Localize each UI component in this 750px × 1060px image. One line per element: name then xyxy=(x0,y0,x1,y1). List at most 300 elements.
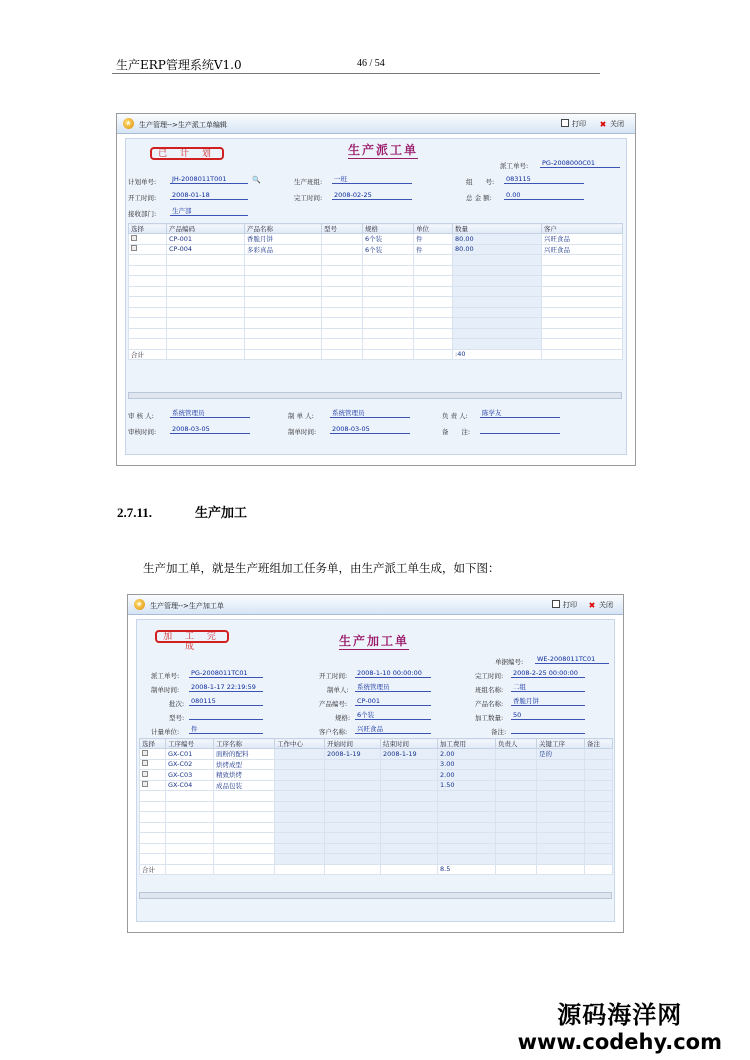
page-header xyxy=(112,54,600,74)
table-cell: 6个装 xyxy=(363,244,414,255)
table-cell: 2.00 xyxy=(438,749,496,760)
table-cell xyxy=(438,833,496,844)
column-header[interactable]: 客户 xyxy=(542,224,623,234)
table-row[interactable] xyxy=(140,749,613,760)
table-cell xyxy=(438,822,496,833)
table-cell xyxy=(537,854,585,865)
qty-field[interactable]: 50 xyxy=(511,711,585,720)
table-cell xyxy=(537,833,585,844)
table-cell xyxy=(381,854,438,865)
column-header[interactable]: 备注 xyxy=(585,739,613,749)
product-name-label: 产品名称: xyxy=(475,700,504,708)
table-cell xyxy=(496,780,537,791)
table-cell xyxy=(496,759,537,770)
table-cell xyxy=(129,286,167,297)
table-cell xyxy=(381,812,438,823)
table-cell xyxy=(438,854,496,865)
table-header-row xyxy=(140,739,613,749)
table-cell xyxy=(453,286,542,297)
table-cell xyxy=(496,791,537,802)
table-cell xyxy=(496,843,537,854)
table-cell xyxy=(129,276,167,287)
table-cell xyxy=(214,822,275,833)
customer-field[interactable]: 兴旺食品 xyxy=(355,725,431,734)
plan-no-field[interactable]: JH-2008011T001 xyxy=(170,175,248,184)
table-cell xyxy=(363,328,414,339)
total-cell xyxy=(167,349,245,360)
table-cell xyxy=(245,286,322,297)
table-cell xyxy=(167,276,245,287)
table-cell xyxy=(381,833,438,844)
table-cell xyxy=(438,843,496,854)
table-cell xyxy=(129,328,167,339)
table-cell xyxy=(325,801,381,812)
table-cell: 件 xyxy=(414,244,453,255)
total-cell xyxy=(542,349,623,360)
table-cell xyxy=(322,234,363,245)
table-cell xyxy=(245,307,322,318)
table-cell xyxy=(322,328,363,339)
row-checkbox[interactable] xyxy=(140,780,166,791)
table-cell xyxy=(325,780,381,791)
page-number: 46 / 54 xyxy=(357,58,385,69)
column-header[interactable]: 规格 xyxy=(363,224,414,234)
table-cell xyxy=(414,276,453,287)
window-titlebar xyxy=(117,114,635,134)
table-cell xyxy=(325,791,381,802)
empty-row xyxy=(129,318,623,329)
empty-row xyxy=(140,822,613,833)
table-cell xyxy=(167,318,245,329)
section-number: 2.7.11. xyxy=(117,505,153,520)
table-cell xyxy=(537,759,585,770)
table-cell: 是的 xyxy=(537,749,585,760)
table-cell: 2.00 xyxy=(438,770,496,781)
dispatch-no-label: 派工单号: xyxy=(500,162,529,170)
remark-field[interactable] xyxy=(511,725,585,734)
table-cell xyxy=(585,822,613,833)
module-icon: ★ xyxy=(123,118,134,129)
table-cell xyxy=(322,244,363,255)
column-header[interactable]: 工作中心 xyxy=(275,739,325,749)
table-cell xyxy=(129,307,167,318)
table-cell xyxy=(166,833,214,844)
table-cell xyxy=(585,780,613,791)
product-name-field[interactable]: 香脆月饼 xyxy=(511,697,585,706)
empty-row xyxy=(140,791,613,802)
empty-row xyxy=(140,854,613,865)
table-cell xyxy=(322,276,363,287)
horizontal-scrollbar[interactable] xyxy=(128,392,622,399)
finish-time-label: 完工时间: xyxy=(294,194,323,202)
table-cell: 兴旺食品 xyxy=(542,244,623,255)
total-row xyxy=(129,349,623,360)
form-title: 生产派工单 xyxy=(348,143,419,157)
table-cell xyxy=(414,307,453,318)
total-cell xyxy=(166,864,214,875)
total-cell xyxy=(363,349,414,360)
table-row[interactable] xyxy=(129,244,623,255)
dispatch-no-label: 派工单号: xyxy=(151,672,180,680)
status-stamp: 加 工 完 成 xyxy=(155,630,229,643)
table-cell xyxy=(214,801,275,812)
table-cell xyxy=(275,759,325,770)
bill-no-field[interactable]: WE-2008011TC01 xyxy=(535,655,609,664)
table-cell xyxy=(542,265,623,276)
table-cell: 1.50 xyxy=(438,780,496,791)
table-cell: GX-C03 xyxy=(166,770,214,781)
table-cell xyxy=(140,833,166,844)
finish-time-field[interactable]: 2008-2-25 00:00:00 xyxy=(511,669,585,678)
batch-field[interactable]: 080115 xyxy=(189,697,263,706)
table-cell xyxy=(245,328,322,339)
table-cell xyxy=(414,318,453,329)
close-button[interactable]: ✖ 关闭 xyxy=(588,601,613,610)
column-header[interactable]: 产品编码 xyxy=(167,224,245,234)
total-cell xyxy=(214,864,275,875)
watermark-url: www.codehy.com xyxy=(517,1030,722,1054)
table-cell xyxy=(496,822,537,833)
table-cell xyxy=(129,318,167,329)
column-header[interactable]: 数量 xyxy=(453,224,542,234)
table-cell: 3.00 xyxy=(438,759,496,770)
table-cell: 件 xyxy=(414,234,453,245)
table-cell xyxy=(414,339,453,350)
table-cell xyxy=(453,265,542,276)
breadcrumb: 生产管理-->生产派工单编辑 xyxy=(139,121,227,129)
table-cell xyxy=(325,854,381,865)
row-checkbox[interactable] xyxy=(140,759,166,770)
table-cell xyxy=(129,255,167,266)
table-cell xyxy=(363,265,414,276)
horizontal-scrollbar[interactable] xyxy=(139,892,612,899)
remark-label: 备 注: xyxy=(442,428,471,436)
maker-field[interactable]: 系统管理员 xyxy=(355,683,431,692)
table-cell xyxy=(363,276,414,287)
make-time-label: 制单时间: xyxy=(151,686,180,694)
column-header[interactable]: 负责人 xyxy=(496,739,537,749)
table-cell xyxy=(325,822,381,833)
form-area xyxy=(136,619,615,922)
table-cell xyxy=(537,780,585,791)
table-cell xyxy=(537,791,585,802)
table-cell xyxy=(275,749,325,760)
start-time-field[interactable]: 2008-1-10 00:00:00 xyxy=(355,669,431,678)
table-cell xyxy=(453,255,542,266)
table-cell xyxy=(537,770,585,781)
table-cell xyxy=(275,812,325,823)
table-cell xyxy=(214,843,275,854)
maker-field[interactable]: 系统管理员 xyxy=(330,409,410,418)
finish-time-field[interactable]: 2008-02-25 xyxy=(332,191,412,200)
remark-label: 备注: xyxy=(491,728,507,736)
table-cell xyxy=(414,286,453,297)
table-cell xyxy=(325,759,381,770)
team-field[interactable]: 二组 xyxy=(511,683,585,692)
table-cell xyxy=(453,318,542,329)
table-cell xyxy=(245,276,322,287)
unit-label: 计量单位: xyxy=(151,728,180,736)
table-cell xyxy=(166,791,214,802)
table-cell xyxy=(325,843,381,854)
total-cell xyxy=(322,349,363,360)
maker-label: 制 单 人: xyxy=(288,412,314,420)
table-cell xyxy=(166,854,214,865)
table-cell xyxy=(585,749,613,760)
table-cell xyxy=(381,822,438,833)
table-header-row xyxy=(129,224,623,234)
spec-label: 规格: xyxy=(335,714,351,722)
close-button[interactable]: ✖ 关闭 xyxy=(599,120,624,129)
table-cell xyxy=(275,791,325,802)
table-cell xyxy=(585,812,613,823)
column-header[interactable]: 关键工序 xyxy=(537,739,585,749)
dept-label: 接收部门: xyxy=(128,210,157,218)
table-cell xyxy=(542,255,623,266)
amount-field[interactable]: 0.00 xyxy=(504,191,584,200)
unit-field[interactable]: 件 xyxy=(189,725,263,734)
table-cell xyxy=(542,286,623,297)
start-time-label: 开工时间: xyxy=(128,194,157,202)
table-cell xyxy=(363,255,414,266)
table-cell xyxy=(585,770,613,781)
make-time-label: 制单时间: xyxy=(288,428,317,436)
table-cell xyxy=(275,780,325,791)
table-cell xyxy=(275,822,325,833)
total-cell xyxy=(245,349,322,360)
table-cell xyxy=(585,854,613,865)
window-titlebar xyxy=(128,595,623,615)
total-label: 合计 xyxy=(140,864,166,875)
table-cell xyxy=(275,843,325,854)
customer-label: 客户名称: xyxy=(319,728,348,736)
dispatch-no-field[interactable]: PG-2008000C01 xyxy=(540,159,620,168)
table-cell xyxy=(166,812,214,823)
table-cell xyxy=(363,297,414,308)
total-cell xyxy=(325,864,381,875)
table-cell xyxy=(542,297,623,308)
table-cell xyxy=(496,749,537,760)
document-title: 生产ERP管理系统V1.0 xyxy=(116,58,242,72)
make-time-field[interactable]: 2008-1-17 22:19:59 xyxy=(189,683,263,692)
table-cell xyxy=(245,297,322,308)
table-row[interactable] xyxy=(140,759,613,770)
table-cell xyxy=(414,265,453,276)
table-cell xyxy=(140,822,166,833)
table-cell xyxy=(245,318,322,329)
table-cell xyxy=(363,318,414,329)
column-header[interactable]: 单位 xyxy=(414,224,453,234)
table-cell xyxy=(363,307,414,318)
row-checkbox[interactable] xyxy=(129,244,167,255)
table-cell xyxy=(167,339,245,350)
product-code-label: 产品编号: xyxy=(319,700,348,708)
table-cell: GX-C02 xyxy=(166,759,214,770)
start-time-field[interactable]: 2008-01-18 xyxy=(170,191,248,200)
table-cell xyxy=(214,833,275,844)
table-cell xyxy=(537,801,585,812)
review-time-field[interactable]: 2008-03-05 xyxy=(170,425,250,434)
table-row[interactable] xyxy=(140,770,613,781)
table-cell xyxy=(325,770,381,781)
group-label: 组 号: xyxy=(466,178,495,186)
make-time-field[interactable]: 2008-03-05 xyxy=(330,425,410,434)
empty-row xyxy=(129,307,623,318)
table-cell: 2008-1-19 xyxy=(381,749,438,760)
table-cell xyxy=(322,307,363,318)
column-header[interactable]: 结束时间 xyxy=(381,739,438,749)
column-header[interactable]: 工序名称 xyxy=(214,739,275,749)
process-table xyxy=(139,738,613,875)
table-cell: 6个装 xyxy=(363,234,414,245)
table-cell xyxy=(585,791,613,802)
form-title: 生产加工单 xyxy=(339,634,410,648)
empty-row xyxy=(129,276,623,287)
table-cell xyxy=(496,770,537,781)
processing-order-screenshot xyxy=(127,594,624,933)
print-button[interactable]: 打印 xyxy=(561,119,586,129)
table-cell xyxy=(140,791,166,802)
print-button[interactable]: 打印 xyxy=(552,600,577,610)
total-cell xyxy=(414,349,453,360)
search-icon[interactable]: 🔍 xyxy=(252,176,261,184)
column-header[interactable]: 工序编号 xyxy=(166,739,214,749)
table-cell xyxy=(140,812,166,823)
table-cell xyxy=(275,854,325,865)
column-header[interactable]: 选择 xyxy=(129,224,167,234)
bill-no-label: 单据编号: xyxy=(495,658,524,666)
remark-field[interactable] xyxy=(480,425,560,434)
table-cell xyxy=(325,833,381,844)
table-cell xyxy=(438,791,496,802)
table-cell xyxy=(245,265,322,276)
product-table xyxy=(128,223,623,360)
row-checkbox[interactable] xyxy=(140,770,166,781)
table-cell xyxy=(414,297,453,308)
empty-row xyxy=(129,339,623,350)
table-cell xyxy=(275,801,325,812)
table-cell xyxy=(542,328,623,339)
column-header[interactable]: 选择 xyxy=(140,739,166,749)
dispatch-order-screenshot xyxy=(116,113,636,466)
table-cell: 面粉的配料 xyxy=(214,749,275,760)
table-cell: 80.00 xyxy=(453,234,542,245)
column-header[interactable]: 产品名称 xyxy=(245,224,322,234)
model-label: 型号: xyxy=(169,714,185,722)
total-cell xyxy=(496,864,537,875)
team-label: 生产班组: xyxy=(294,178,323,186)
close-icon: ✖ xyxy=(588,601,596,610)
column-header[interactable]: 型号 xyxy=(322,224,363,234)
table-cell xyxy=(129,339,167,350)
team-field[interactable]: 一班 xyxy=(332,175,412,184)
table-cell xyxy=(453,276,542,287)
dispatch-no-field[interactable]: PG-2008011TC01 xyxy=(189,669,263,678)
table-cell: 80.00 xyxy=(453,244,542,255)
total-row xyxy=(140,864,613,875)
table-cell xyxy=(585,801,613,812)
dept-field[interactable]: 生产部 xyxy=(170,207,248,216)
table-cell xyxy=(322,339,363,350)
table-cell: 精致烘烤 xyxy=(214,770,275,781)
table-cell xyxy=(363,286,414,297)
table-cell xyxy=(322,255,363,266)
empty-row xyxy=(140,843,613,854)
table-cell xyxy=(167,265,245,276)
table-cell xyxy=(214,812,275,823)
table-cell xyxy=(542,339,623,350)
table-cell xyxy=(322,297,363,308)
row-checkbox[interactable] xyxy=(140,749,166,760)
table-cell xyxy=(438,812,496,823)
table-cell xyxy=(453,307,542,318)
table-row[interactable] xyxy=(129,234,623,245)
printer-icon xyxy=(561,119,569,127)
table-cell xyxy=(381,791,438,802)
table-cell xyxy=(166,843,214,854)
total-value: :40 xyxy=(453,349,542,360)
finish-time-label: 完工时间: xyxy=(475,672,504,680)
table-cell xyxy=(537,812,585,823)
column-header[interactable]: 加工费用 xyxy=(438,739,496,749)
table-cell xyxy=(414,255,453,266)
table-cell xyxy=(214,791,275,802)
table-cell xyxy=(167,255,245,266)
owner-label: 负 责 人: xyxy=(442,412,468,420)
table-cell xyxy=(167,307,245,318)
empty-row xyxy=(140,812,613,823)
table-cell xyxy=(381,759,438,770)
site-watermark xyxy=(518,995,722,1054)
table-cell xyxy=(453,297,542,308)
table-cell xyxy=(167,286,245,297)
table-cell xyxy=(129,297,167,308)
total-value: 8.5 xyxy=(438,864,496,875)
table-cell: CP-004 xyxy=(167,244,245,255)
table-cell xyxy=(275,833,325,844)
table-cell xyxy=(322,286,363,297)
table-cell: 2008-1-19 xyxy=(325,749,381,760)
table-cell xyxy=(245,339,322,350)
product-code-field[interactable]: CP-001 xyxy=(355,697,431,706)
column-header[interactable]: 开始时间 xyxy=(325,739,381,749)
model-field[interactable] xyxy=(189,711,263,720)
total-cell xyxy=(275,864,325,875)
start-time-label: 开工时间: xyxy=(319,672,348,680)
form-area xyxy=(125,138,627,455)
section-heading xyxy=(117,502,247,521)
table-cell xyxy=(496,801,537,812)
spec-field[interactable]: 6个装 xyxy=(355,711,431,720)
table-cell xyxy=(537,843,585,854)
table-cell: 烘烤成型 xyxy=(214,759,275,770)
close-icon: ✖ xyxy=(599,120,607,129)
body-paragraph: 生产加工单，就是生产班组加工任务单，由生产派工单生成，如下图： xyxy=(143,561,500,575)
table-cell: 香脆月饼 xyxy=(245,234,322,245)
table-cell xyxy=(585,759,613,770)
printer-icon xyxy=(552,600,560,608)
empty-row xyxy=(129,297,623,308)
row-checkbox[interactable] xyxy=(129,234,167,245)
reviewer-field[interactable]: 系统管理员 xyxy=(170,409,250,418)
amount-label: 总 金 额: xyxy=(466,194,492,202)
group-field[interactable]: 083115 xyxy=(504,175,584,184)
table-row[interactable] xyxy=(140,780,613,791)
owner-field[interactable]: 陈学友 xyxy=(480,409,560,418)
table-cell: 成品包装 xyxy=(214,780,275,791)
review-time-label: 审核时间: xyxy=(128,428,157,436)
table-cell xyxy=(496,854,537,865)
